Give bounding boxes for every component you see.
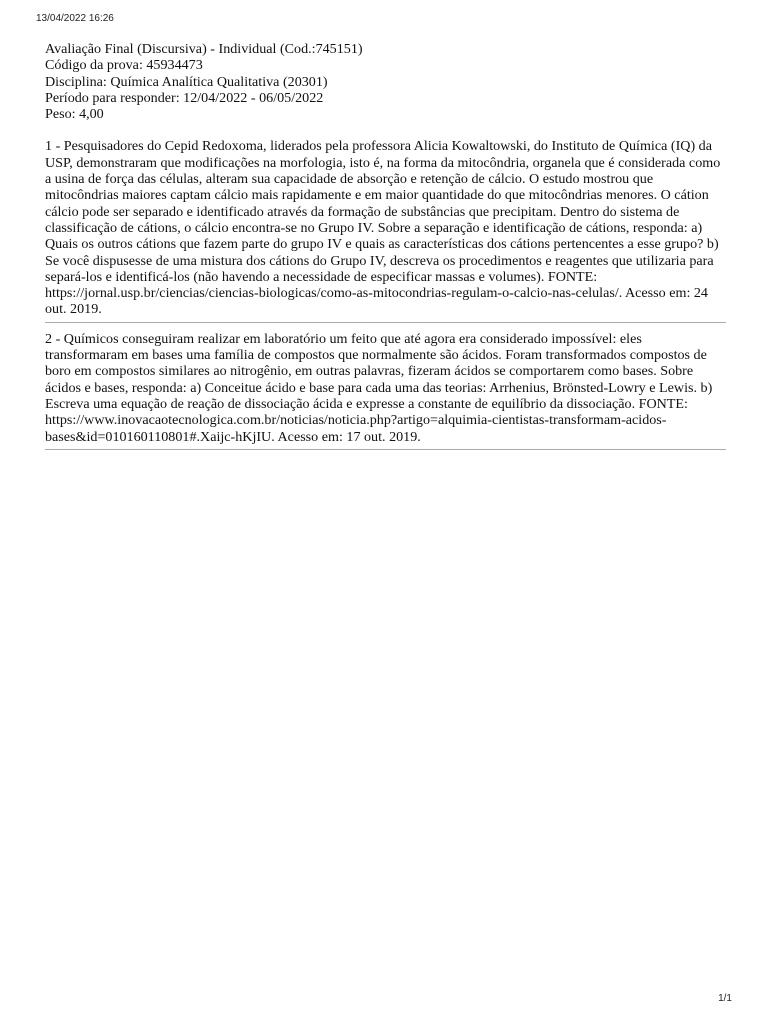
- exam-code: Código da prova: 45934473: [45, 57, 203, 74]
- question-2: [45, 331, 726, 450]
- exam-title: Avaliação Final (Discursiva) - Individual (Cod.:745151): [45, 41, 363, 57]
- question-1-text: 1 - Pesquisadores do Cepid Redoxoma, liderados pela professora Alicia Kowaltowski, do Instituto de Química (IQ) da USP, demonstraram que modificações na morfologia, isto é, na forma da mitocôndria, organela que é considerada como a usina de força das células, alteram sua capacidade de absorção e retenção de cálcio. O estudo mostrou que mitocôndrias maiores captam cálcio mais rapidamente e em maior quantidade do que mitocôndrias menores. O cátion cálcio pode ser separado e identificado através da formação de substâncias que precipitam. Dentro do sistema de classificação de cátions, o cálcio encontra-se no Grupo IV. Sobre a separação e identificação de cátions, responda: a) Quais os outros cátions que fazem parte do grupo IV e quais as características dos cátions pertencentes a esse grupo? b) Se você dispusesse de uma mistura dos cátions do Grupo IV, descreva os procedimentos e reagentes que utilizaria para separá-los e identificá-los (não havendo a necessidade de especificar massas e volumes). FONTE: https://jornal.usp.br/ciencias/ciencias-biologicas/como-as-mitocondrias-regulam-o-calcio-nas-celulas/. Acesso em: 24 out. 2019.: [45, 138, 721, 318]
- print-header-datetime: 13/04/2022 16:26: [36, 13, 114, 24]
- question-2-text: 2 - Químicos conseguiram realizar em laboratório um feito que até agora era considerado impossível: eles transformaram em bases uma família de compostos que normalmente são ácidos. Foram transformados compostos de boro em compostos similares ao nitrogênio, em outras palavras, fizeram ácidos se comportarem como bases. Sobre ácidos e bases, responda: a) Conceitue ácido e base para cada uma das teorias: Arrhenius, Brönsted-Lowry e Lewis. b) Escreva uma equação de reação de dissociação ácida e expresse a constante de equilíbrio da dissociação. FONTE: https://www.inovacaotecnologica.com.br/noticias/noticia.php?artigo=alquimia-cientistas-transformam-acidos-bases&id=010160110801#.Xaijc-hKjIU. Acesso em: 17 out. 2019.: [45, 330, 713, 445]
- exam-discipline: Disciplina: Química Analítica Qualitativa (20301): [45, 73, 328, 90]
- exam-weight: Peso: 4,00: [45, 106, 104, 123]
- question-1: [45, 138, 726, 322]
- print-footer-page-number: 1/1: [718, 993, 732, 1004]
- document-content: [45, 41, 726, 458]
- exam-info: [45, 41, 726, 122]
- exam-period: Período para responder: 12/04/2022 - 06/05/2022: [45, 89, 324, 106]
